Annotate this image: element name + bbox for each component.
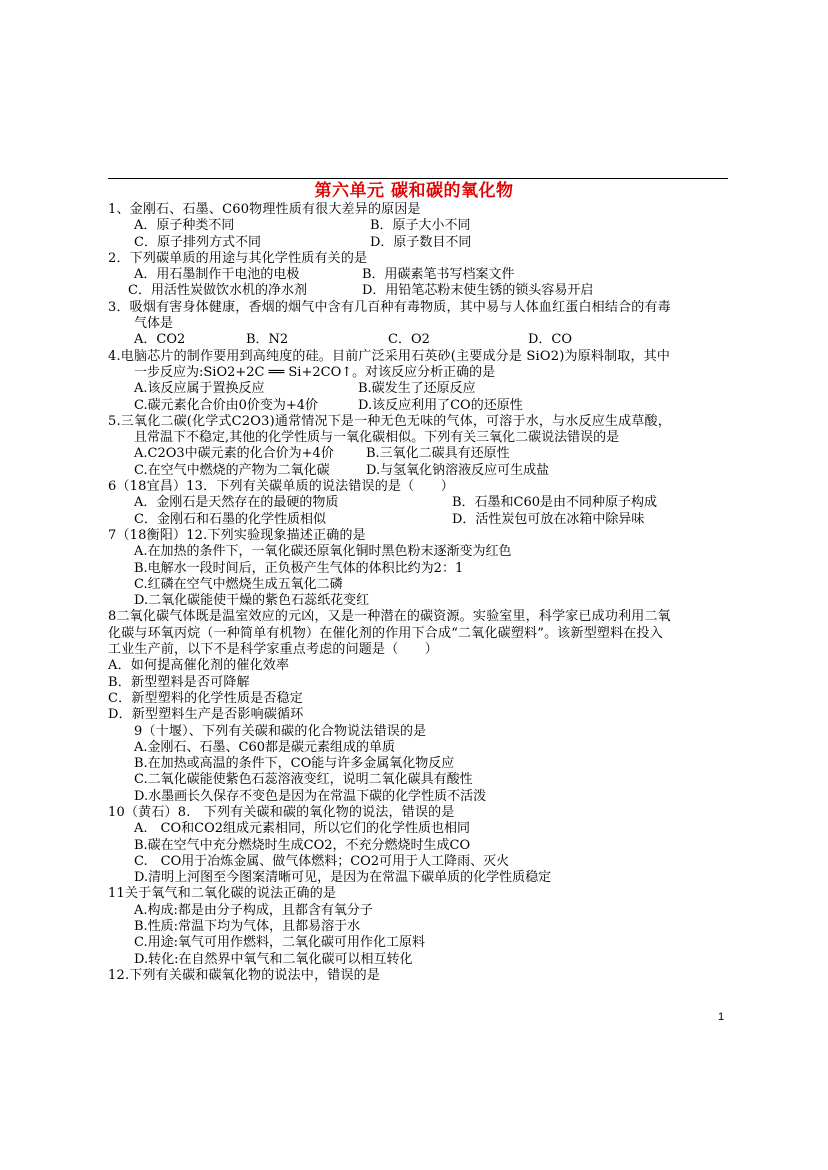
options-row (108, 332, 733, 348)
options-row (108, 267, 733, 283)
options-row (108, 446, 733, 462)
option-a: A．CO2 (134, 332, 186, 348)
page-title: 第六单元 碳和碳的氧化物 (314, 181, 514, 201)
option-d: D.二氧化碳能使干燥的紫色石蕊纸花变红 (134, 593, 370, 609)
option-b: B.碳发生了还原反应 (358, 381, 476, 397)
option-b: B．原子大小不同 (370, 218, 471, 234)
question-list (108, 202, 733, 984)
options-row (108, 218, 733, 234)
option-a: A.该反应属于置换反应 (134, 381, 265, 397)
question-5: 5.三氧化二碳(化学式C2O3)通常情况下是一种无色无味的气体，可溶于水，与水反应生成草酸， (108, 413, 671, 429)
option-c: C.在空气中燃烧的产物为二氧化碳 (134, 462, 330, 478)
options-row (108, 381, 733, 397)
question-8-line-2: 化碳与环氧丙烷（一种简单有机物）在催化剂的作用下合成“二氧化碳塑料”。该新型塑料在投入 (108, 625, 663, 641)
question-7: 7（18衡阳）12.下列实验现象描述正确的是 (108, 527, 366, 543)
question-5-continued: 且常温下不稳定,其他的化学性质与一氧化碳相似。下列有关三氧化二碳说法错误的是 (134, 430, 620, 446)
question-3-continued: 气体是 (134, 316, 174, 332)
question-8: 8二氧化碳气体既是温室效应的元凶，又是一种潜在的碳资源。实验室里，科学家已成功利用二氧 (108, 609, 671, 625)
option-c: C．用活性炭做饮水机的净水剂 (128, 283, 307, 299)
question-3: 3．吸烟有害身体健康，香烟的烟气中含有几百种有毒物质，其中易与人体血红蛋白相结合的有毒 (108, 299, 671, 315)
option-a: A.金刚石、石墨、C60都是碳元素组成的单质 (134, 739, 396, 755)
option-c: C.碳元素化合价由0价变为+4价 (134, 397, 319, 413)
option-b: B．石墨和C60是由不同种原子构成 (452, 495, 658, 511)
option-a: A. CO和CO2组成元素相同，所以它们的化学性质也相同 (134, 821, 471, 837)
options-row (108, 512, 733, 528)
option-c: C.二氧化碳能使紫色石蕊溶液变红，说明二氧化碳具有酸性 (134, 772, 473, 788)
question-2: 2．下列碳单质的用途与其化学性质有关的是 (108, 250, 368, 266)
question-8-line-3: 工业生产前，以下不是科学家重点考虑的问题是（ ） (108, 642, 439, 658)
question-9: 9（十堰）、下列有关碳和碳的化合物说法错误的是 (134, 723, 427, 739)
question-1: 1、金刚石、石墨、C60物理性质有很大差异的原因是 (108, 202, 421, 217)
option-a: A．如何提高催化剂的催化效率 (108, 658, 290, 674)
option-d: D.水墨画长久保存不变色是因为在常温下碳的化学性质不活泼 (134, 788, 487, 804)
question-12: 12.下列有关碳和碳氧化物的说法中，错误的是 (108, 967, 381, 983)
option-b: B.电解水一段时间后，正负极产生气体的体积比约为2：1 (134, 560, 464, 576)
options-row (108, 463, 733, 479)
option-c: C.用途:氧气可用作燃料，二氧化碳可用作化工原料 (134, 935, 425, 951)
option-c: C. CO用于冶炼金属、做气体燃料；CO2可用于人工降雨、灭火 (134, 853, 510, 869)
option-d: D．活性炭包可放在冰箱中除异味 (452, 511, 645, 527)
option-d: D.转化:在自然界中氧气和二氧化碳可以相互转化 (134, 951, 413, 967)
options-row (108, 283, 733, 299)
option-a: A.C2O3中碳元素的化合价为+4价 (134, 446, 334, 462)
header-rule (108, 178, 728, 179)
options-row (108, 398, 733, 414)
question-6: 6（18宜昌）13．下列有关碳单质的说法错误的是（ ） (108, 479, 454, 495)
option-d: D．新型塑料生产是否影响碳循环 (108, 707, 304, 723)
options-row (108, 235, 733, 251)
option-a: A．用石墨制作干电池的电极 (134, 267, 300, 283)
question-10: 10（黄石）8. 下列有关碳和碳的氧化物的说法，错误的是 (108, 804, 455, 820)
option-d: D.清明上河图至今图案清晰可见，是因为在常温下碳单质的化学性质稳定 (134, 870, 552, 886)
question-4: 4.电脑芯片的制作要用到高纯度的硅。目前广泛采用石英砂(主要成分是 SiO2)为原料制取，其中 (108, 348, 671, 364)
options-row (108, 495, 733, 511)
option-b: B.性质:常温下均为气体，且都易溶于水 (134, 919, 361, 935)
question-4-continued: 一步反应为:SiO2+2C ══ Si+2CO↑。对该反应分析正确的是 (134, 364, 496, 380)
option-b: B.碳在空气中充分燃烧时生成CO2，不充分燃烧时生成CO (134, 837, 471, 853)
option-b: B.在加热或高温的条件下，CO能与许多金属氧化物反应 (134, 756, 455, 772)
option-a: A.构成:都是由分子构成，且都含有氧分子 (134, 902, 373, 918)
page-number: 1 (718, 1011, 725, 1023)
option-d: D.该反应利用了CO的还原性 (358, 397, 523, 413)
option-c: C．新型塑料的化学性质是否稳定 (108, 690, 303, 706)
option-d: D．用铅笔芯粉末使生锈的锁头容易开启 (362, 283, 594, 299)
option-c: C.红磷在空气中燃烧生成五氧化二磷 (134, 576, 343, 592)
option-c: C．金刚石和石墨的化学性质相似 (134, 511, 326, 527)
option-b: B.三氧化二碳具有还原性 (366, 446, 510, 462)
option-b: B．N2 (246, 332, 289, 348)
option-d: D．原子数目不同 (370, 234, 472, 250)
option-c: C．O2 (388, 332, 430, 348)
option-a: A.在加热的条件下，一氧化碳还原氧化铜时黑色粉末逐渐变为红色 (134, 544, 512, 560)
option-c: C．原子排列方式不同 (134, 234, 261, 250)
option-a: A．原子种类不同 (134, 218, 235, 234)
option-b: B．用碳素笔书写档案文件 (362, 267, 515, 283)
option-b: B．新型塑料是否可降解 (108, 674, 250, 690)
option-d: D．CO (528, 332, 573, 348)
option-a: A．金刚石是天然存在的最硬的物质 (134, 495, 339, 511)
question-11: 11关于氧气和二氧化碳的说法正确的是 (108, 886, 337, 902)
option-d: D.与氢氧化钠溶液反应可生成盐 (366, 462, 550, 478)
